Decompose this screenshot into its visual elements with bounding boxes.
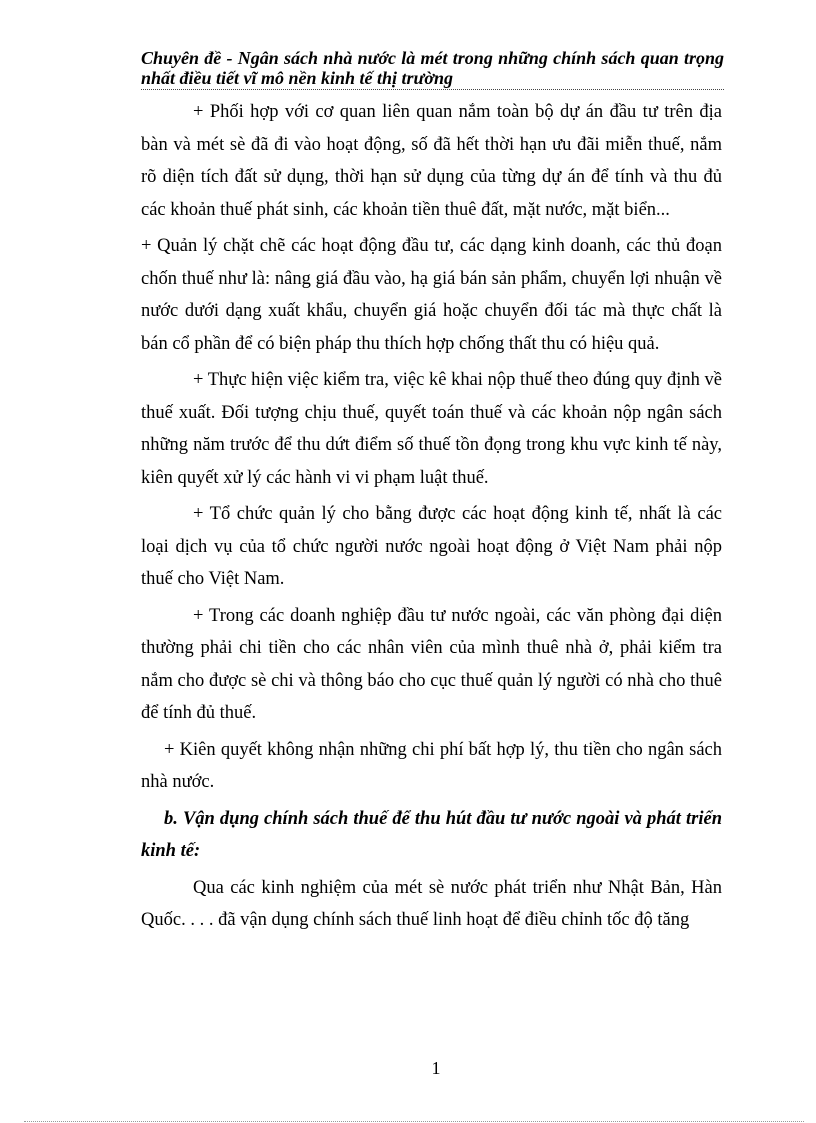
paragraph-coordination: + Phối hợp với cơ quan liên quan nắm toàn bộ dự án đầu tư trên địa bàn và mét sè đã đi vào hoạt động, số đã hết thời hạn ưu đãi miễn thuế, nắm rõ diện tích đất sử dụng, thời hạn sử dụng của từng dự án để tính và thu đủ các khoản thuế phát sinh, các khoản tiền thuê đất, mặt nước, mặt biển... bbox=[141, 102, 722, 220]
paragraph-inspection: + Thực hiện việc kiểm tra, việc kê khai nộp thuế theo đúng quy định về thuế xuất. Đối tượng chịu thuế, quyết toán thuế và các khoản nộp ngân sách những năm trước để thu dứt điểm số thuế tồn đọng trong khu vực kinh tế này, kiên quyết xử lý các hành vi vi phạm luật thuế. bbox=[141, 370, 722, 488]
document-body bbox=[141, 96, 722, 941]
footer-divider bbox=[24, 1121, 804, 1122]
paragraph-strict-management: + Quản lý chặt chẽ các hoạt động đầu tư, các dạng kinh doanh, các thủ đoạn chốn thuế như là: nâng giá đầu vào, hạ giá bán sản phẩm, chuyển lợi nhuận về nước dưới dạng xuất khẩu, chuyển giá hoặc chuyển đối tác mà thực chất là bán cổ phần để có biện pháp thu thích hợp chống thất thu có hiệu quả. bbox=[141, 236, 722, 354]
page-header-title: Chuyên đề - Ngân sách nhà nước là mét trong những chính sách quan trọng nhất điều tiết vĩ mô nền kinh tế thị trường bbox=[141, 48, 724, 88]
paragraph-organization: + Tổ chức quản lý cho bằng được các hoạt động kinh tế, nhất là các loại dịch vụ của tổ chức người nước ngoài hoạt động ở Việt Nam phải nộp thuế cho Việt Nam. bbox=[141, 504, 722, 589]
paragraph-unreasonable-costs: + Kiên quyết không nhận những chi phí bất hợp lý, thu tiền cho ngân sách nhà nước. bbox=[141, 739, 722, 792]
paragraph-foreign-enterprises: + Trong các doanh nghiệp đầu tư nước ngoài, các văn phòng đại diện thường phải chi tiền cho các nhân viên của mình thuê nhà ở, phải kiểm tra nắm cho được sè chi và thông báo cho cục thuế quản lý người có nhà cho thuê để tính đủ thuế. bbox=[141, 605, 722, 723]
page-number: 1 bbox=[431, 1058, 441, 1078]
section-heading-b: b. Vận dụng chính sách thuế để thu hút đầu tư nước ngoài và phát triển kinh tế: bbox=[141, 808, 722, 861]
paragraph-experience: Qua các kinh nghiệm của mét sè nước phát triển như Nhật Bản, Hàn Quốc. . . . đã vận dụng chính sách thuế linh hoạt để điều chỉnh tốc độ tăng bbox=[141, 877, 722, 930]
